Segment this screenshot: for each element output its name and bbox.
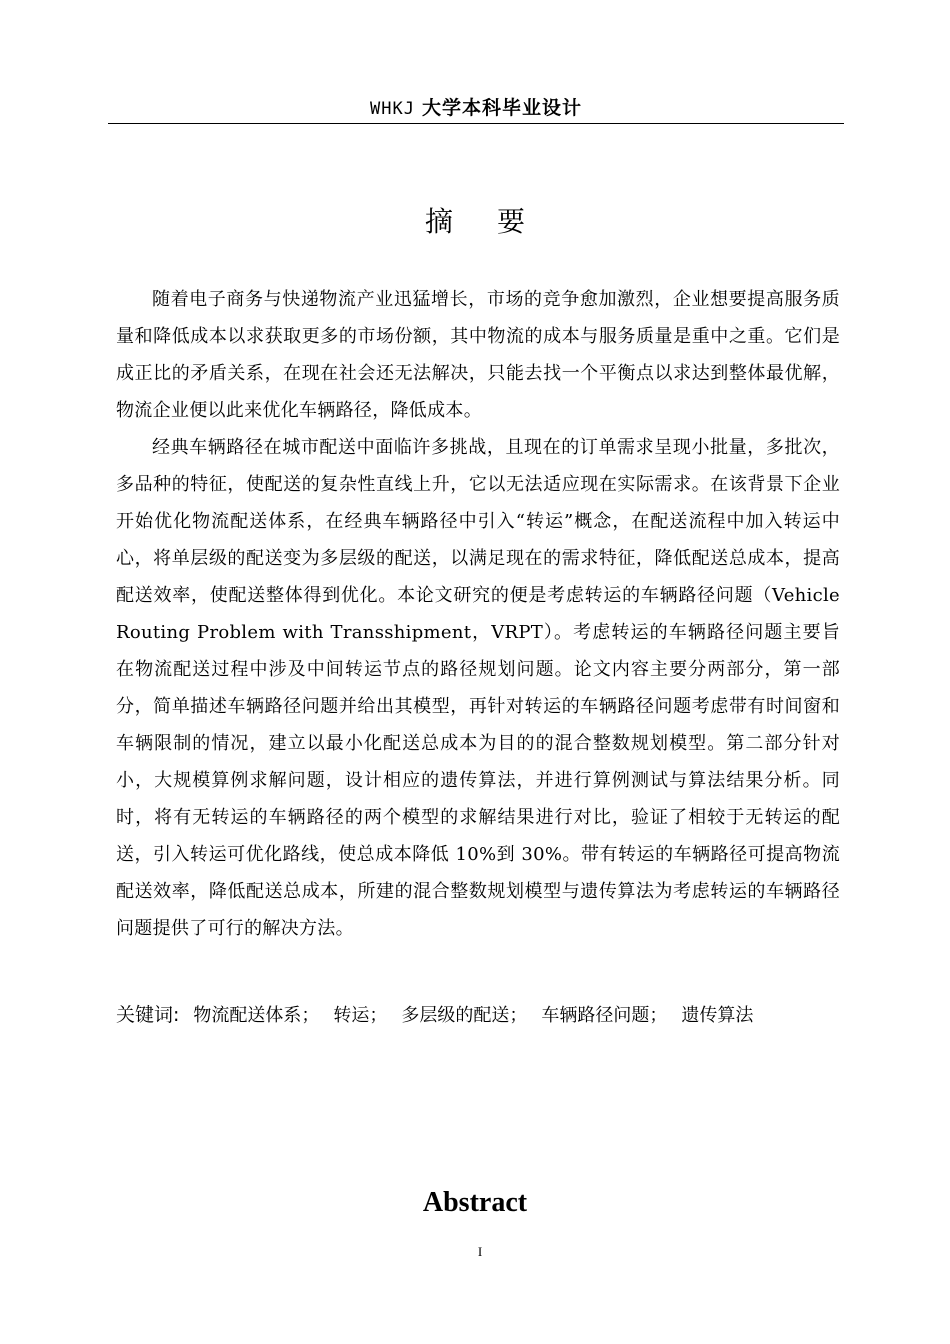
keyword-item: 车辆路径问题；: [541, 1005, 668, 1026]
keyword-item: 遗传算法: [681, 1005, 754, 1026]
abstract-paragraph-2: 经典车辆路径在城市配送中面临许多挑战，且现在的订单需求呈现小批量，多批次，多品种的特征，使配送的复杂性直线上升，它以无法适应现在实际需求。在该背景下企业开始优化物流配送体系，在经典车辆路径中引入“转运”概念，在配送流程中加入转运中心，将单层级的配送变为多层级的配送，以满足现在的需求特征，降低配送总成本，提高配送效率，使配送整体得到优化。本论文研究的便是考虑转运的车辆路径问题（Vehicle Routing Problem with Transshipment，VRPT）。考虑转运的车辆路径问题主要旨在物流配送过程中涉及中间转运节点的路径规划问题。论文内容主要分两部分，第一部分，简单描述车辆路径问题并给出其模型，再针对转运的车辆路径问题考虑带有时间窗和车辆限制的情况，建立以最小化配送总成本为目的的混合整数规划模型。第二部分针对小，大规模算例求解问题，设计相应的遗传算法，并进行算例测试与算法结果分析。同时，将有无转运的车辆路径的两个模型的求解结果进行对比，验证了相较于无转运的配送，引入转运可优化路线，使总成本降低 10%到 30%。带有转运的车辆路径可提高物流配送效率，降低配送总成本，所建的混合整数规划模型与遗传算法为考虑转运的车辆路径问题提供了可行的解决方法。: [116, 437, 840, 939]
keyword-item: 转运；: [333, 1005, 388, 1026]
keywords-list: [193, 1005, 767, 1026]
abstract-en-title: Abstract: [422, 1187, 528, 1218]
abstract-paragraph-1: 随着电子商务与快递物流产业迅猛增长，市场的竞争愈加激烈，企业想要提高服务质量和降低成本以求获取更多的市场份额，其中物流的成本与服务质量是重中之重。它们是成正比的矛盾关系，在现在社会还无法解决，只能去找一个平衡点以求达到整体最优解，物流企业便以此来优化车辆路径，降低成本。: [116, 289, 840, 421]
header-rule: [108, 123, 844, 124]
keyword-item: 多层级的配送；: [401, 1005, 528, 1026]
keywords-line: [116, 997, 840, 1034]
running-header: [108, 96, 844, 121]
abstract-cn-title: 摘要: [424, 205, 569, 238]
abstract-cn-body: [116, 281, 840, 947]
page-number: I: [477, 1244, 483, 1259]
header-document-type: 大学本科毕业设计: [421, 97, 582, 119]
header-school-code: WHKJ: [369, 99, 415, 119]
keyword-item: 物流配送体系；: [193, 1005, 320, 1026]
keywords-label: 关键词:: [116, 1004, 180, 1026]
